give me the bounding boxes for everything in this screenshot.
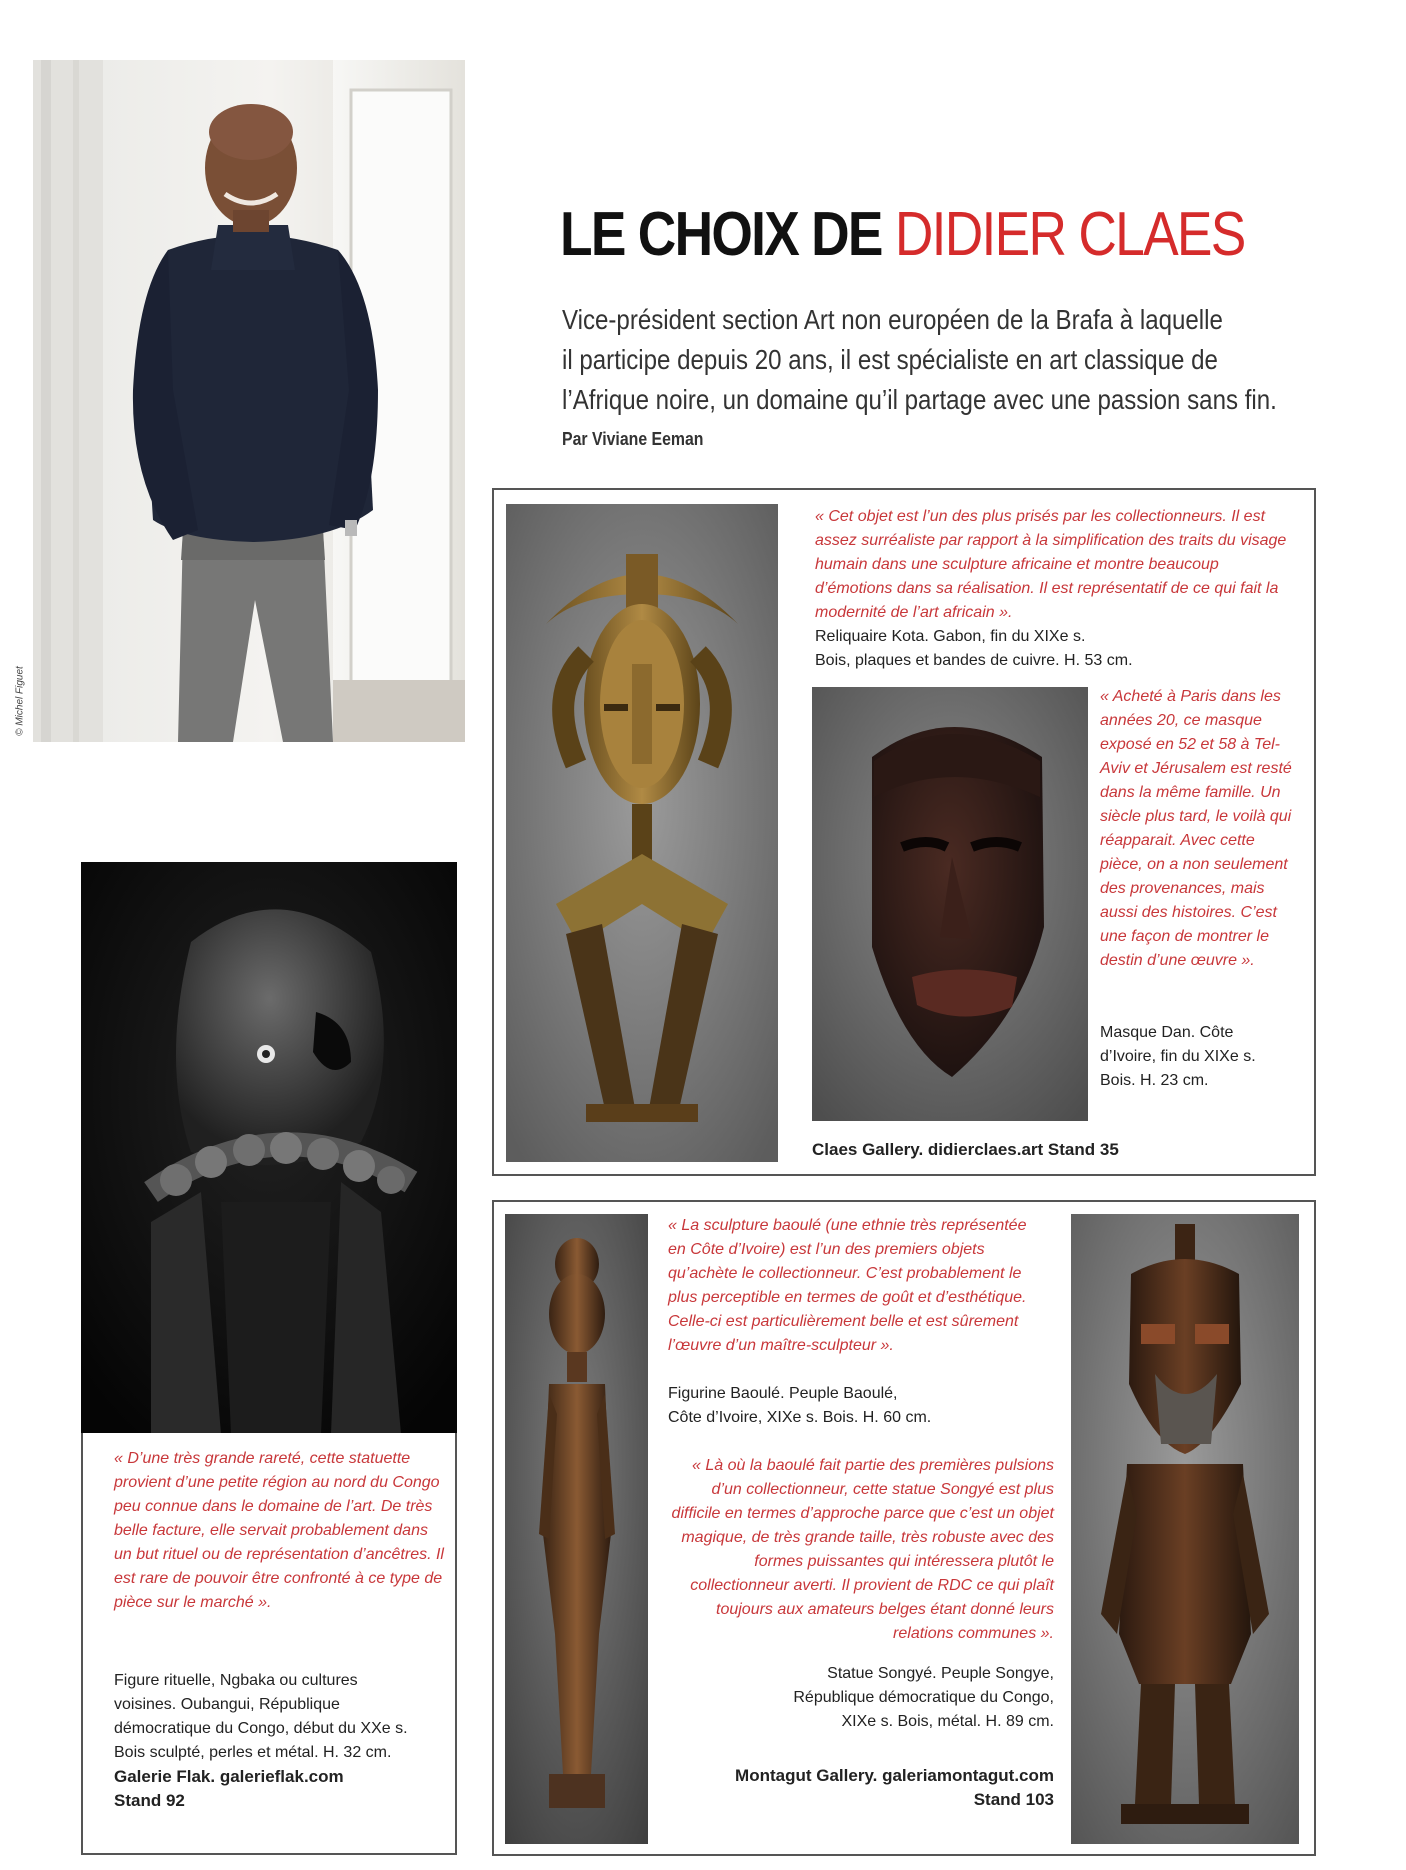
montagut-gallery-credit — [700, 1764, 1054, 1812]
caption-line: Côte d’Ivoire, XIXe s. Bois. H. 60 cm. — [668, 1409, 932, 1426]
caption-line: Figurine Baoulé. Peuple Baoulé, — [668, 1385, 898, 1402]
caption-line: XIXe s. Bois, métal. H. 89 cm. — [841, 1713, 1054, 1730]
baoule-quote: « La sculpture baoulé (une ethnie très représentée en Côte d’Ivoire) est l’un des premiers objets qu’achète le collectionneur. C’est probablement le plus perceptible en termes de goût et d’esthétique. Celle-ci est particulièrement belle et est sûrement l’œuvre d’un maître-sculpteur ». — [668, 1217, 1027, 1354]
title-black: LE CHOIX DE — [560, 200, 882, 269]
songye-statue-photo — [1071, 1214, 1299, 1844]
ngbaka-quote: « D’une très grande rareté, cette statuette provient d’une petite région au nord du Congo peu connue dans le domaine de l’art. De très belle facture, elle servait probablement dans un but rituel ou de représentation d’ancêtres. Il est rare de pouvoir être confronté à ce type de pièce sur le marché ». — [114, 1450, 444, 1611]
flak-gallery-credit — [114, 1765, 444, 1813]
gallery-line: Montagut Gallery. galeriamontagut.com — [735, 1766, 1054, 1785]
photo-credit: © Michel Figuet — [14, 666, 26, 736]
caption-line: Figure rituelle, Ngbaka ou cultures — [114, 1672, 358, 1689]
dan-caption — [1100, 1021, 1300, 1093]
ngbaka-caption — [114, 1669, 444, 1765]
caption-line: d’Ivoire, fin du XIXe s. — [1100, 1048, 1256, 1065]
intro-line: il participe depuis 20 ans, il est spécialiste en art classique de — [562, 344, 1218, 375]
intro-line: l’Afrique noire, un domaine qu’il partage avec une passion sans fin. — [562, 384, 1277, 415]
intro-line: Vice-président section Art non européen de la Brafa à laquelle — [562, 304, 1223, 335]
songye-caption — [720, 1662, 1054, 1734]
gallery-line: Stand 92 — [114, 1791, 185, 1810]
songye-quote: « Là où la baoulé fait partie des premières pulsions d’un collectionneur, cette statue Songyé est plus difficile en termes d’approche parce que c’est un objet magique, de très grande taille, très robuste avec des formes puissantes qui intéressera plutôt le collectionneur averti. Il provient de RDC ce qui plaît toujours aux amateurs belges étant donné leurs relations communes ». — [671, 1457, 1054, 1642]
dan-quote: « Acheté à Paris dans les années 20, ce masque exposé en 52 et 58 à Tel-Aviv et Jérusalem est resté dans la même famille. Un siècle plus tard, le voilà qui réapparait. Avec cette pièce, on a non seulement des provenances, mais aussi des histoires. C’est une façon de montrer le destin d’une œuvre ». — [1100, 688, 1292, 969]
caption-line: Bois sculpté, perles et métal. H. 32 cm. — [114, 1744, 392, 1761]
caption-line: Reliquaire Kota. Gabon, fin du XIXe s. — [815, 628, 1086, 645]
caption-line: Bois. H. 23 cm. — [1100, 1072, 1209, 1089]
kota-quote: « Cet objet est l’un des plus prisés par les collectionneurs. Il est assez surréaliste par rapport à la simplification des traits du visage humain dans une sculpture africaine et montre beaucoup d’émotions dans sa réalisation. Il est représentatif de ce qui fait la modernité de l’art africain ». — [815, 508, 1287, 621]
dan-mask-photo — [812, 687, 1088, 1121]
gallery-line: Stand 103 — [973, 1790, 1054, 1809]
byline: Par Viviane Eeman — [562, 429, 704, 449]
ngbaka-figure-photo — [81, 862, 457, 1434]
caption-line: démocratique du Congo, début du XXe s. — [114, 1720, 408, 1737]
caption-line: République démocratique du Congo, — [793, 1689, 1054, 1706]
baoule-figurine-photo — [505, 1214, 648, 1844]
claes-gallery-credit: Claes Gallery. didierclaes.art Stand 35 — [812, 1140, 1119, 1159]
caption-line: Statue Songyé. Peuple Songye, — [827, 1665, 1054, 1682]
baoule-caption — [668, 1382, 1038, 1430]
caption-line: Bois, plaques et bandes de cuivre. H. 53 cm. — [815, 652, 1133, 669]
page-title — [560, 196, 1265, 274]
caption-line: Masque Dan. Côte — [1100, 1024, 1234, 1041]
portrait-photo — [33, 60, 465, 742]
gallery-line: Galerie Flak. galerieflak.com — [114, 1767, 344, 1786]
kota-reliquary-photo — [506, 504, 778, 1162]
intro-paragraph — [562, 300, 1277, 420]
caption-line: voisines. Oubangui, République — [114, 1696, 340, 1713]
kota-caption — [815, 625, 1295, 673]
title-red: DIDIER CLAES — [894, 200, 1245, 269]
